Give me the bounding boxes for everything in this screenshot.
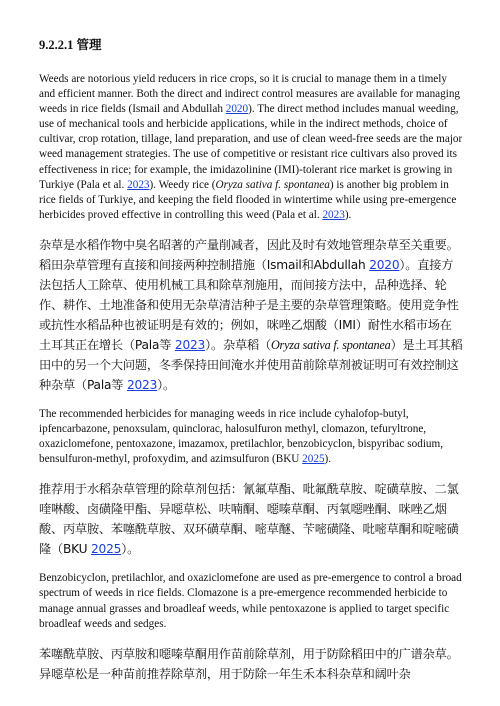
text: 苯噻酰草胺、丙草胺和噁嗪草酮用作苗前除草剂，用于防除稻田中的广谱杂草。异噁草松是一种苗前推荐除草剂，用于防除一年生禾本科杂草和阔叶杂: [39, 646, 459, 681]
paragraph-zh-2: [39, 479, 463, 559]
species-name: Oryza sativa f. spontanea: [215, 178, 330, 191]
citation-link[interactable]: 2020: [369, 257, 400, 272]
text: 杂草是水稻作物中臭名昭著的产量削减者，因此及时有效地管理杂草至关重要。稻田杂草管理有直接和间接两种控制措施（Ismail和Abdullah: [39, 237, 459, 272]
citation-link[interactable]: 2023: [322, 208, 345, 221]
text: ) is another big problem in rice fields of Turkiye, and keeping the field flooded in wintertime while using pre-emergence herbicides proved effective in controlling this weed (Pala et al.: [39, 178, 457, 221]
text: ). Weedy rice (: [149, 178, 216, 191]
text: ）。杂草稻（: [205, 337, 271, 352]
paragraph-zh-3: [39, 644, 463, 684]
text: Weeds are notorious yield reducers in rice crops, so it is crucial to manage them in a timely and efficient manner. Both the direct and indirect control measures are available for managing weeds in rice fields (Ismail and Abdullah: [39, 73, 461, 116]
text: ）是土耳其稻田中的另一个大问题，冬季保持田间淹水并使用苗前除草剂被证明可有效控制这种杂草（Pala等: [39, 337, 463, 392]
text: ）。直接方法包括人工除草、使用机械工具和除草剂施用，而间接方法中，品种选择、轮作、耕作、土地准备和使用无杂草清洁种子是主要的杂草管理策略。使用竞争性或抗性水稻品种也被证明是有效的；例如，咪唑乙烟酸（IMI）耐性水稻市场在土耳其正在增长（Pala等: [39, 257, 459, 352]
document-page: [39, 36, 463, 696]
citation-link[interactable]: 2025: [91, 542, 122, 557]
citation-link[interactable]: 2025: [302, 453, 325, 466]
text: ). The direct method includes manual weeding, use of mechanical tools and herbicide applications, while in the indirect methods, choice of cultivar, crop rotation, tillage, land preparation, and use of clean weed-free seeds are the major weed management strategies. The use of competitive or resistant rice cultivars also proved its effectiveness in rice; for example, the imidazolinine (IMI)-tolerant rice market is growing in Turkiye (Pala et al.: [39, 103, 463, 191]
text: Benzobicyclon, pretilachlor, and oxaziclomefone are used as pre-emergence to control a broad spectrum of weeds in rice fields. Clomazone is a pre-emergence recommended herbicide to manage annual grasses and broadleaf weeds, while pentoxazone is applied to target specific broadleaf weeds and sedges.: [39, 572, 462, 630]
text: ).: [344, 208, 352, 221]
species-name: Oryza sativa f. spontanea: [270, 337, 391, 352]
citation-link[interactable]: 2020: [225, 103, 249, 116]
section-heading: 9.2.2.1 管理: [39, 38, 102, 52]
text: ).: [324, 453, 332, 466]
paragraph-en-3: [39, 571, 463, 631]
paragraph-en-1: [39, 72, 463, 223]
paragraph-en-2: [39, 407, 463, 467]
text: ）。: [121, 542, 140, 557]
text: 推荐用于水稻杂草管理的除草剂包括：氰氟草酯、吡氟酰草胺、啶磺草胺、二氯喹啉酸、卤磺隆甲酯、异噁草松、呋喃酮、噁嗪草酮、丙氧噁唑酮、咪唑乙烟酸、丙草胺、苯噻酰草胺、双环磺草酮、嘧草醚、苄嘧磺隆、吡嘧草酮和啶嘧磺隆（BKU: [39, 482, 459, 557]
text: The recommended herbicides for managing weeds in rice include cyhalofop-butyl, ipfencarbazone, penoxsulam, quinclorac, halosulfuron methyl, clomazon, tefuryltrone, oxaziclomefone, pentoxazone, imazamox, pretilachlor, benzobicyclon, bispyribac sodium, bensulfuron-methyl, profoxydim, and azimsulfuron (BKU: [39, 407, 444, 466]
citation-link[interactable]: 2023: [174, 337, 206, 352]
paragraph-zh-1: [39, 235, 463, 395]
citation-link[interactable]: 2023: [126, 377, 158, 392]
text: ）。: [157, 377, 176, 392]
citation-link[interactable]: 2023: [127, 178, 150, 191]
